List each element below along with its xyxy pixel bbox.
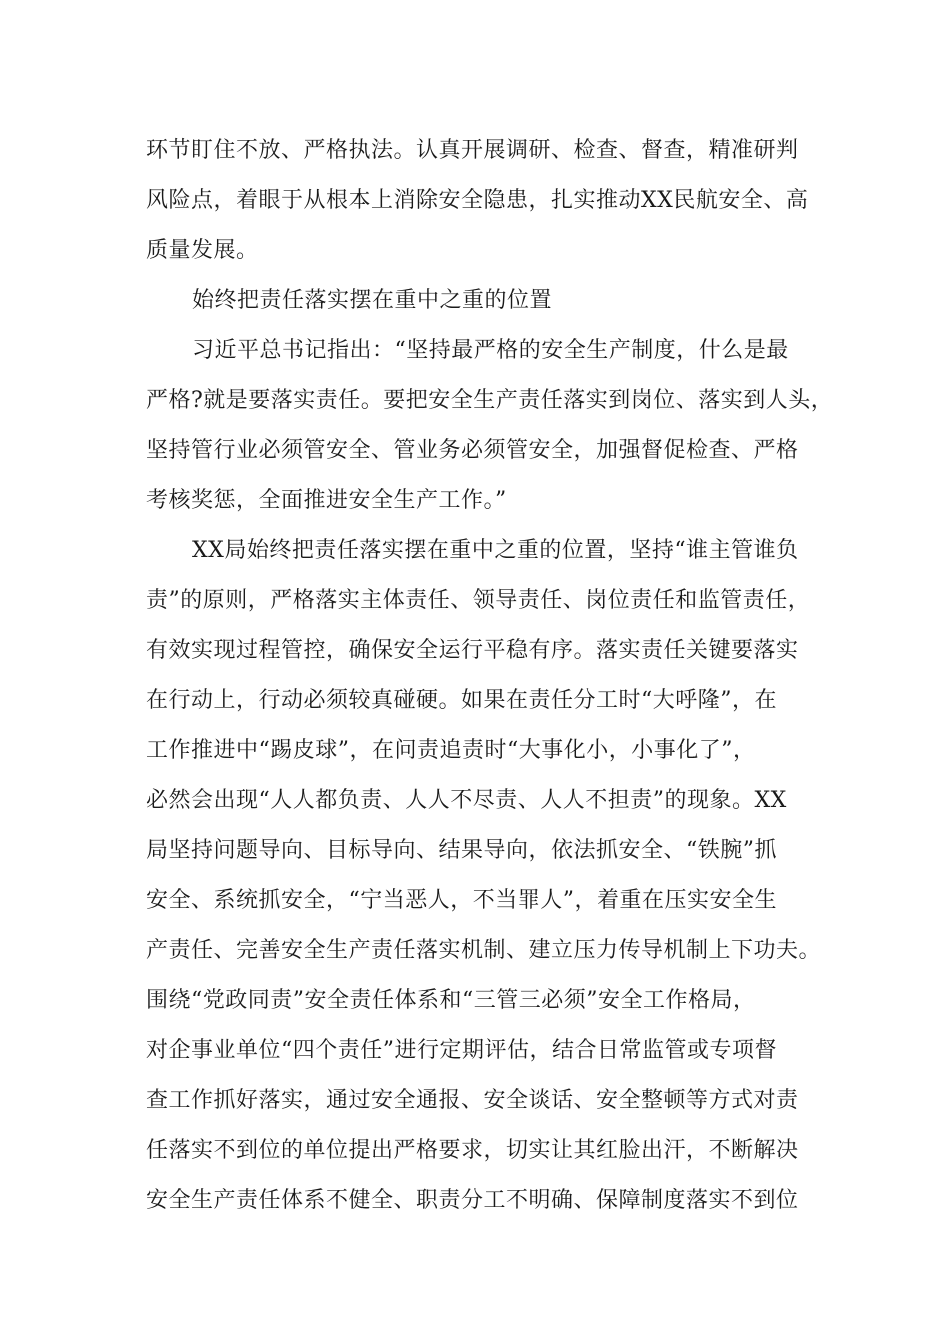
- body-line: 环节盯住不放、严格执法。认真开展调研、检查、督查，精准研判: [146, 138, 799, 163]
- body-line: 坚持管行业必须管安全、管业务必须管安全，加强督促检查、严格: [146, 438, 799, 463]
- body-line: 工作推进中“踢皮球”，在问责追责时“大事化小，小事化了”，: [146, 738, 756, 763]
- section-heading: 始终把责任落实摆在重中之重的位置: [192, 288, 553, 313]
- body-line: 安全生产责任体系不健全、职责分工不明确、保障制度落实不到位: [146, 1188, 799, 1213]
- body-line: XX局始终把责任落实摆在重中之重的位置，坚持“谁主管谁负: [192, 538, 799, 563]
- body-line: 产责任、完善安全生产责任落实机制、建立压力传导机制上下功夫。: [146, 938, 822, 963]
- body-line: 安全、系统抓安全，“宁当恶人，不当罪人”，着重在压实安全生: [146, 888, 777, 913]
- body-line: 严格?就是要落实责任。要把安全生产责任落实到岗位、落实到人头，: [146, 388, 834, 413]
- body-line: 对企事业单位“四个责任”进行定期评估，结合日常监管或专项督: [146, 1038, 777, 1063]
- body-line: 局坚持问题导向、目标导向、结果导向，依法抓安全、“铁腕”抓: [146, 838, 777, 863]
- body-line: 在行动上，行动必须较真碰硬。如果在责任分工时“大呼隆”，在: [146, 688, 777, 713]
- body-line: 任落实不到位的单位提出严格要求，切实让其红脸出汗，不断解决: [146, 1138, 799, 1163]
- body-line: 有效实现过程管控，确保安全运行平稳有序。落实责任关键要落实: [146, 638, 799, 663]
- body-line: 围绕“党政同责”安全责任体系和“三管三必须”安全工作格局，: [146, 988, 756, 1013]
- body-line: 考核奖惩，全面推进安全生产工作。”: [146, 488, 507, 513]
- body-line: 必然会出现“人人都负责、人人不尽责、人人不担责”的现象。XX: [146, 788, 787, 813]
- body-line: 风险点，着眼于从根本上消除安全隐患，扎实推动XX民航安全、高: [146, 188, 809, 213]
- body-line: 责”的原则，严格落实主体责任、领导责任、岗位责任和监管责任，: [146, 588, 811, 613]
- body-line: 习近平总书记指出：“坚持最严格的安全生产制度，什么是最: [192, 338, 789, 363]
- body-line: 质量发展。: [146, 238, 259, 263]
- body-line: 查工作抓好落实，通过安全通报、安全谈话、安全整顿等方式对责: [146, 1088, 799, 1113]
